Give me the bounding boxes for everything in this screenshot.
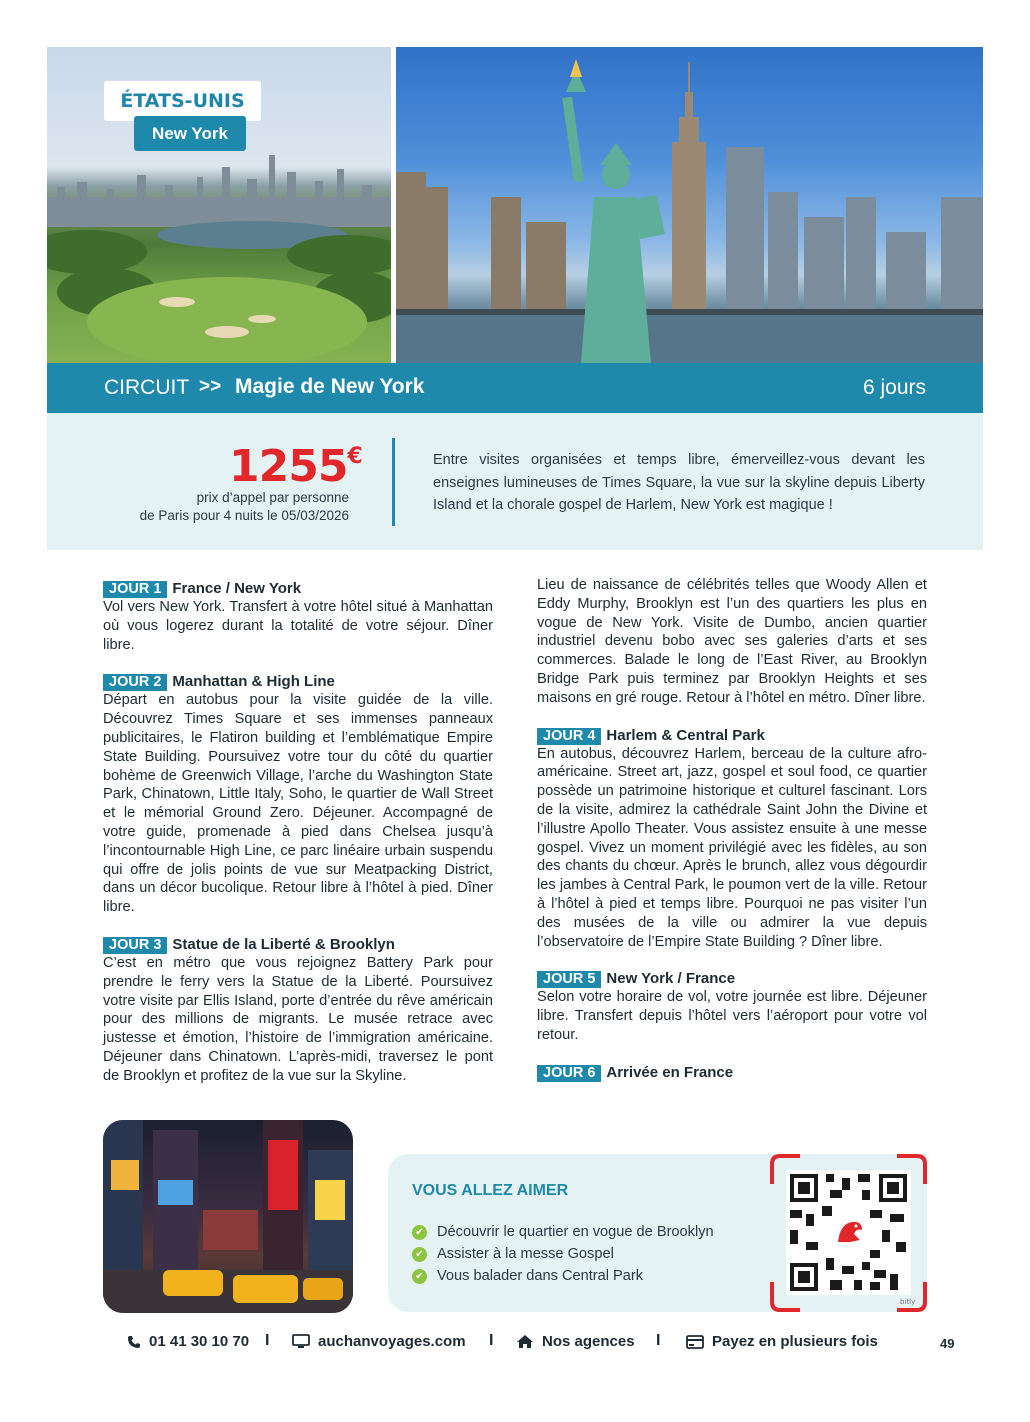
day-tag: JOUR 6	[537, 1065, 601, 1082]
page-number: 49	[940, 1336, 955, 1351]
tour-intro: Entre visites organisées et temps libre, émerveillez-vous devant les enseignes lumineuses de Times Square, la vue sur la skyline depuis Liberty Island et la chorale gospel de Harlem, New York est magique !	[433, 452, 925, 513]
phone-number: 01 41 30 10 70	[149, 1333, 250, 1350]
day-tag: JOUR 5	[537, 971, 601, 988]
website-link: auchanvoyages.com	[318, 1333, 466, 1350]
footer-payment[interactable]	[686, 1333, 878, 1350]
day-title: Statue de la Liberté & Brooklyn	[172, 935, 395, 953]
qr-brand: bitly	[900, 1298, 916, 1306]
day-title: Manhattan & High Line	[172, 673, 335, 691]
agencies-link: Nos agences	[542, 1333, 635, 1350]
footer-separator: I	[265, 1332, 270, 1349]
day-text: En autobus, découvrez Harlem, berceau de la culture afro-américaine. Street art, jazz, gospel et soul food, ce quartier possède un patrimoine historique et culturel fascinant. Lors de la visite, admirez la cathédrale Saint John the Divine et l’illustre Apollo Theater. Vous assistez ensuite à une messe gospel. Vivez un moment privilégié avec les fidèles, au son des chants du chœur. Après le brunch, allez vous dégourdir les jambes à Central Park, le poumon vert de la ville. Retour à l’hôtel à pied et temps libre. Pourquoi ne pas visiter l’un des musées de la ville ou admirer la vue depuis l’observatoire de l’Empire State Building ? Dîner libre.	[537, 745, 927, 950]
footer-agencies[interactable]	[516, 1333, 635, 1350]
footer-separator: I	[489, 1332, 494, 1349]
chevrons-icon: >>	[199, 376, 222, 397]
day-text: Départ en autobus pour la visite guidée de la ville. Découvrez Times Square et ses immenses panneaux publicitaires, le Flatiron building et l’emblématique Empire State Building. Poursuivez votre tour du côté du quartier bohème de Greenwich Village, l’arche du Washington State Park, Chinatown, Little Italy, Soho, le quartier de Wall Street et le mémorial Ground Zero. Déjeuner. Accompagné de votre guide, promenade à pied dans Chelsea jusqu’à l’incontournable High Line, ce parc linéaire urbain suspendu qui offre de jolis points de vue sur Meatpacking District, dans un décor bucolique. Retour libre à l’hôtel à pied. Dîner libre.	[103, 692, 493, 916]
day-tag: JOUR 2	[103, 674, 167, 691]
day-heading	[537, 726, 927, 745]
tour-name: Magie de New York	[235, 375, 425, 398]
home-icon	[516, 1334, 534, 1349]
price-note-line2: de Paris pour 4 nuits le 05/03/2026	[139, 508, 349, 523]
day-title: Arrivée en France	[606, 1063, 734, 1081]
footer-separator: I	[656, 1332, 661, 1349]
highlight-text: Découvrir le quartier en vogue de Brooklyn	[437, 1224, 714, 1240]
itinerary-column-left	[103, 579, 493, 1086]
day-tag: JOUR 4	[537, 728, 601, 745]
day-heading	[537, 1063, 927, 1082]
list-item	[412, 1243, 714, 1265]
day-heading	[537, 969, 927, 988]
check-icon: ✔	[412, 1247, 427, 1262]
price-note-line1: prix d’appel par personne	[196, 490, 349, 505]
highlights-box	[388, 1154, 778, 1312]
day-title: New York / France	[606, 970, 736, 988]
day-text-continued: Lieu de naissance de célébrités telles que Woody Allen et Eddy Murphy, Brooklyn est l’un des quartiers les plus en vogue de New York. Visite de Dumbo, ancien quartier industriel devenu bobo avec ses galeries d’arts et ses commerces. Balade le long de l’East River, au Brooklyn Bridge Park puis terminez par Brooklyn Heights et ses maisons en gré rouge. Retour à l’hôtel en métro. Dîner libre.	[537, 577, 927, 706]
check-icon: ✔	[412, 1225, 427, 1240]
day-tag: JOUR 3	[103, 937, 167, 954]
day-text: Vol vers New York. Transfert à votre hôtel situé à Manhattan où vous logerez durant la totalité de votre séjour. Dîner libre.	[103, 599, 493, 653]
payment-link: Payez en plusieurs fois	[712, 1333, 878, 1350]
price-note	[107, 489, 349, 525]
highlight-text: Assister à la messe Gospel	[437, 1246, 614, 1262]
monitor-icon	[292, 1334, 310, 1349]
day-text: C’est en métro que vous rejoignez Battery Park pour prendre le ferry vers la Statue de la Liberté. Poursuivez votre visite par Ellis Island, porte d’entrée du rêve américain pour des millions de migrants. Le musée retrace avec justesse et émotion, l’histoire de l’immigration américaine. Déjeuner dans Chinatown. L’après-midi, traversez le pont de Brooklyn et profitez de la vue sur la Skyline.	[103, 954, 493, 1084]
card-icon	[686, 1335, 704, 1349]
qr-code-icon[interactable]	[770, 1154, 927, 1312]
highlights-title: VOUS ALLEZ AIMER	[412, 1182, 569, 1199]
day-text: Selon votre horaire de vol, votre journée est libre. Déjeuner libre. Transfert depuis l’hôtel vers l’aéroport pour votre vol retour.	[537, 989, 927, 1043]
itinerary-column-right	[537, 576, 927, 1082]
tour-title-bar	[47, 363, 983, 413]
day-heading	[103, 672, 493, 691]
day-title: France / New York	[172, 580, 302, 597]
footer-website[interactable]	[292, 1333, 466, 1350]
times-square-photo	[103, 1120, 353, 1313]
phone-icon	[127, 1335, 141, 1349]
day-tag: JOUR 1	[103, 581, 167, 598]
statue-of-liberty-photo	[396, 47, 983, 363]
day-heading	[103, 935, 493, 954]
check-icon: ✔	[412, 1269, 427, 1284]
highlights-list	[412, 1221, 714, 1287]
price-divider	[392, 438, 395, 526]
price-amount	[229, 441, 363, 492]
tour-type: CIRCUIT	[104, 376, 190, 399]
footer	[0, 1333, 1030, 1355]
day-heading	[103, 579, 493, 598]
price-currency: €	[347, 444, 363, 469]
footer-phone[interactable]	[127, 1333, 249, 1350]
destination-country: ÉTATS-UNIS	[104, 81, 261, 121]
list-item	[412, 1221, 714, 1243]
day-title: Harlem & Central Park	[606, 726, 765, 744]
price-panel	[47, 413, 983, 550]
price-value: 1255	[229, 441, 348, 492]
tour-duration: 6 jours	[862, 376, 926, 399]
highlight-text: Vous balader dans Central Park	[437, 1268, 644, 1284]
list-item	[412, 1265, 714, 1287]
destination-city-badge: New York	[134, 116, 246, 151]
